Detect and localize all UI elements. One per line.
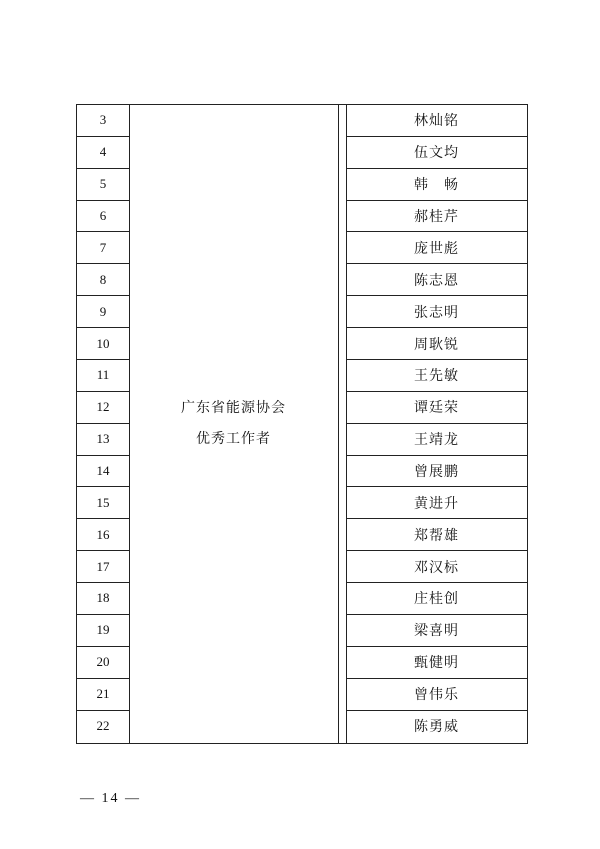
awardee-name: 黄进升 — [346, 487, 527, 519]
row-number: 20 — [77, 647, 129, 679]
row-number: 14 — [77, 456, 129, 488]
awardee-name: 陈勇威 — [414, 719, 459, 736]
name-column — [346, 105, 527, 743]
awardee-name: 曾展鹏 — [346, 456, 527, 488]
awardee-name: 王靖龙 — [346, 424, 527, 456]
awardee-name: 曾伟乐 — [346, 679, 527, 711]
row-number: 18 — [77, 583, 129, 615]
row-number: 8 — [77, 264, 129, 296]
awardee-name: 韩 畅 — [346, 169, 527, 201]
row-number: 22 — [96, 718, 110, 734]
awardee-name: 张志明 — [346, 296, 527, 328]
row-number: 21 — [77, 679, 129, 711]
award-category — [181, 393, 286, 455]
awardee-table — [76, 104, 528, 744]
row-number: 3 — [77, 105, 129, 137]
awardee-name: 梁喜明 — [346, 615, 527, 647]
row-number: 7 — [77, 232, 129, 264]
row-number: 11 — [77, 360, 129, 392]
award-category-line1: 广东省能源协会 — [181, 400, 286, 416]
row-number: 12 — [77, 392, 129, 424]
row-number: 9 — [77, 296, 129, 328]
row-number: 15 — [77, 487, 129, 519]
awardee-name: 林灿铭 — [346, 105, 527, 137]
awardee-name: 周耿锐 — [346, 328, 527, 360]
awardee-name: 邓汉标 — [346, 551, 527, 583]
row-number: 16 — [77, 519, 129, 551]
row-number: 19 — [77, 615, 129, 647]
row-number: 5 — [77, 169, 129, 201]
awardee-name: 王先敏 — [346, 360, 527, 392]
award-category-line2: 优秀工作者 — [196, 431, 271, 447]
awardee-name: 庞世彪 — [346, 232, 527, 264]
awardee-name: 庄桂创 — [346, 583, 527, 615]
awardee-name: 甄健明 — [346, 647, 527, 679]
awardee-name: 陈志恩 — [346, 264, 527, 296]
awardee-name: 伍文均 — [346, 137, 527, 169]
row-number: 10 — [77, 328, 129, 360]
awardee-name: 郝桂芹 — [346, 201, 527, 233]
awardee-name: 郑帮雄 — [346, 519, 527, 551]
awardee-name: 谭廷荣 — [346, 392, 527, 424]
row-number: 13 — [77, 424, 129, 456]
row-number: 17 — [77, 551, 129, 583]
award-category-cell — [129, 105, 339, 743]
page-number: — 14 — — [80, 791, 141, 806]
row-number: 4 — [77, 137, 129, 169]
row-number: 6 — [77, 201, 129, 233]
index-column — [77, 105, 130, 743]
